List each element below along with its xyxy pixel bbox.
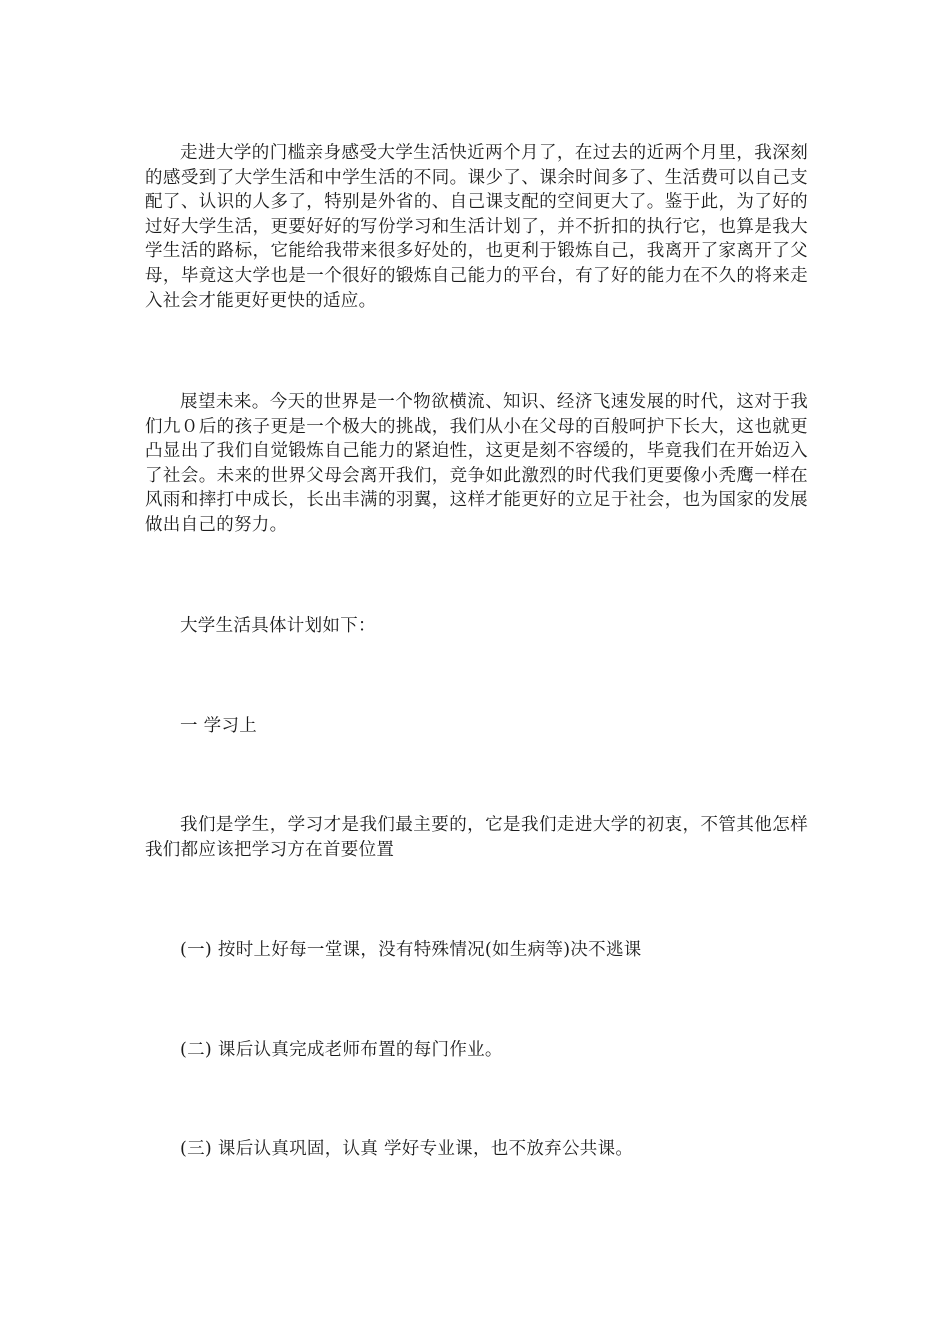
plan-item-1: (一) 按时上好每一堂课，没有特殊情况(如生病等)决不逃课 (180, 940, 642, 960)
study-paragraph: 我们是学生，学习才是我们最主要的，它是我们走进大学的初衷，不管其他怎样我们都应该把学习方在首要位置 (145, 815, 808, 860)
section-heading-study: 一 学习上 (180, 716, 258, 736)
outlook-paragraph: 展望未来。今天的世界是一个物欲横流、知识、经济飞速发展的时代，这对于我们九０后的孩子更是一个极大的挑战，我们从小在父母的百般呵护下长大，这也就更凸显出了我们自觉锻炼自己能力的紧迫性，这更是刻不容缓的，毕竟我们在开始迈入了社会。未来的世界父母会离开我们，竞争如此激烈的时代我们更要像小秃鹰一样在风雨和摔打中成长，长出丰满的羽翼，这样才能更好的立足于社会，也为国家的发展做出自己的努力。 (145, 392, 808, 535)
intro-paragraph: 走进大学的门槛亲身感受大学生活快近两个月了，在过去的近两个月里，我深刻的感受到了大学生活和中学生活的不同。课少了、课余时间多了、生活费可以自己支配了、认识的人多了，特别是外省的、自己课支配的空间更大了。鉴于此，为了好的过好大学生活，更要好好的写份学习和生活计划了，并不折扣的执行它，也算是我大学生活的路标，它能给我带来很多好处的，也更利于锻炼自己，我离开了家离开了父母，毕竟这大学也是一个很好的锻炼自己能力的平台，有了好的能力在不久的将来走入社会才能更好更快的适应。 (145, 143, 808, 311)
plan-item-3: (三) 课后认真巩固，认真 学好专业课，也不放弃公共课。 (180, 1139, 634, 1159)
plan-heading: 大学生活具体计划如下： (180, 616, 376, 636)
plan-item-2: (二) 课后认真完成老师布置的每门作业。 (180, 1040, 503, 1060)
